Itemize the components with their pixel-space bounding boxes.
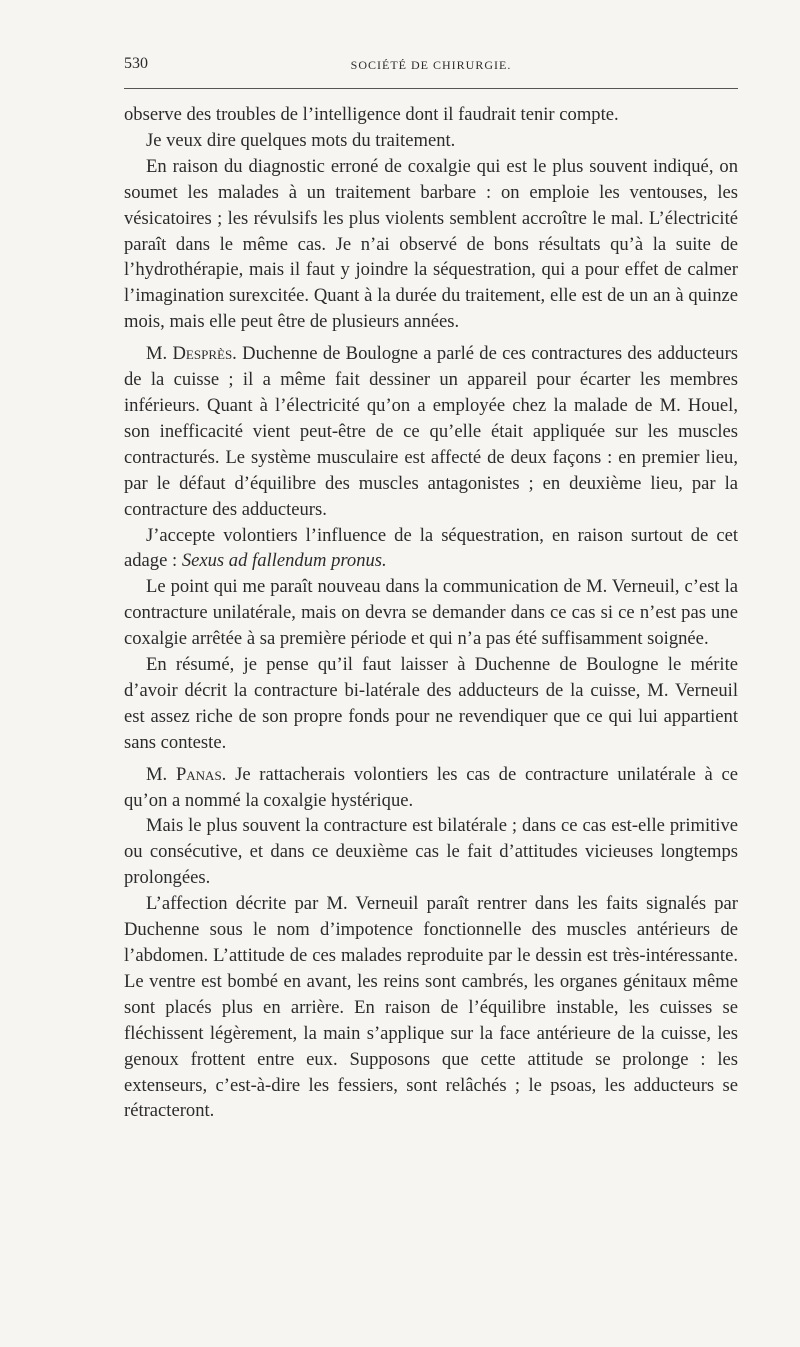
paragraph-unilateral: Le point qui me paraît nouveau dans la communication de M. Verneuil, c’est la contracture unilatérale, mais on devra se demander dans ce cas si ce n’est pas une coxalgie arrêtée à sa première période et qui n’a pas été suffisamment soignée.	[124, 576, 738, 650]
paragraph-sequestration	[124, 523, 738, 575]
page-header	[124, 50, 738, 80]
speaker-prefix: M.	[146, 343, 168, 365]
paragraph-bilateral: Mais le plus souvent la contracture est bilatérale ; dans ce cas est-elle primitive ou consécutive, et dans ce deuxième cas le fait d’attitudes vicieuses longtemps prolongées.	[124, 815, 738, 889]
paragraph-panas-text: Je rattacherais volontiers les cas de contracture unilatérale à ce qu’on a nommé la coxalgie hystérique.	[124, 763, 739, 811]
paragraph-treatment-intro: Je veux dire quelques mots du traitement.	[146, 129, 456, 151]
page-number: 530	[124, 55, 148, 72]
paragraph-treatment: En raison du diagnostic erroné de coxalgie qui est le plus souvent indiqué, on soumet les malades à un traitement barbare : on emploie les ventouses, les vésicatoires ; les révulsifs les plus violents semblent accroître le mal. L’électricité paraît dans le même cas. Je n’ai observé de bons résultats qu’à la suite de l’hydrothérapie, mais il faut y joindre la séquestration, qui a pour effet de calmer l’imagination surexcitée. Quant à la durée du traitement, elle est de un an à quinze mois, mais elle peut être de plusieurs années.	[124, 155, 738, 333]
paragraph-despres-text: Duchenne de Boulogne a parlé de ces contractures des adducteurs de la cuisse ; il a même fait dessiner un appareil pour écarter les membres inférieurs. Quant à l’électricité qu’on a employée chez la malade de M. Houel, son inefficacité vient peut-être de ce qu’elle était appliquée sur les muscles contracturés. Le système musculaire est affecté de deux façons : en premier lieu, par le défaut d’équilibre des muscles antagonistes ; en deuxième lieu, par la contracture des adducteurs.	[124, 343, 738, 520]
book-page	[124, 50, 738, 1124]
paragraph-despres	[124, 341, 738, 522]
header-rule	[124, 88, 738, 89]
latin-adage: Sexus ad fallendum pronus.	[181, 550, 387, 572]
running-title: SOCIÉTÉ DE CHIRURGIE.	[350, 58, 512, 72]
speaker-name-panas: Panas.	[175, 763, 227, 785]
paragraph-affection: L’affection décrite par M. Verneuil paraît rentrer dans les faits signalés par Duchenne sous le nom d’impotence fonctionnelle des muscles antérieurs de l’abdomen. L’attitude de ces malades reproduite par le dessin est très-intéressante. Le ventre est bombé en avant, les reins sont cambrés, les organes génitaux même sont placés plus en arrière. En raison de l’équilibre instable, les cuisses se fléchissent légèrement, la main s’applique sur la face antérieure de la cuisse, les genoux frottent entre eux. Supposons que cette attitude se prolonge : les extenseurs, c’est-à-dire les fessiers, sont relâchés ; le psoas, les adducteurs se rétracteront.	[124, 893, 738, 1122]
speaker-prefix: M.	[146, 763, 168, 785]
speaker-name-despres: Desprès.	[172, 343, 237, 365]
paragraph-summary: En résumé, je pense qu’il faut laisser à Duchenne de Boulogne le mérite d’avoir décrit la contracture bi-latérale des adducteurs de la cuisse, M. Verneuil est assez riche de son propre fonds pour ne revendiquer que ce qui lui appartient sans conteste.	[124, 654, 738, 753]
paragraph-sequestration-text: J’accepte volontiers l’influence de la séquestration, en raison surtout de cet adage :	[124, 524, 738, 572]
page-body	[124, 102, 738, 1124]
paragraph-panas	[124, 762, 738, 814]
paragraph-continued: observe des troubles de l’intelligence dont il faudrait tenir compte.	[124, 104, 619, 125]
